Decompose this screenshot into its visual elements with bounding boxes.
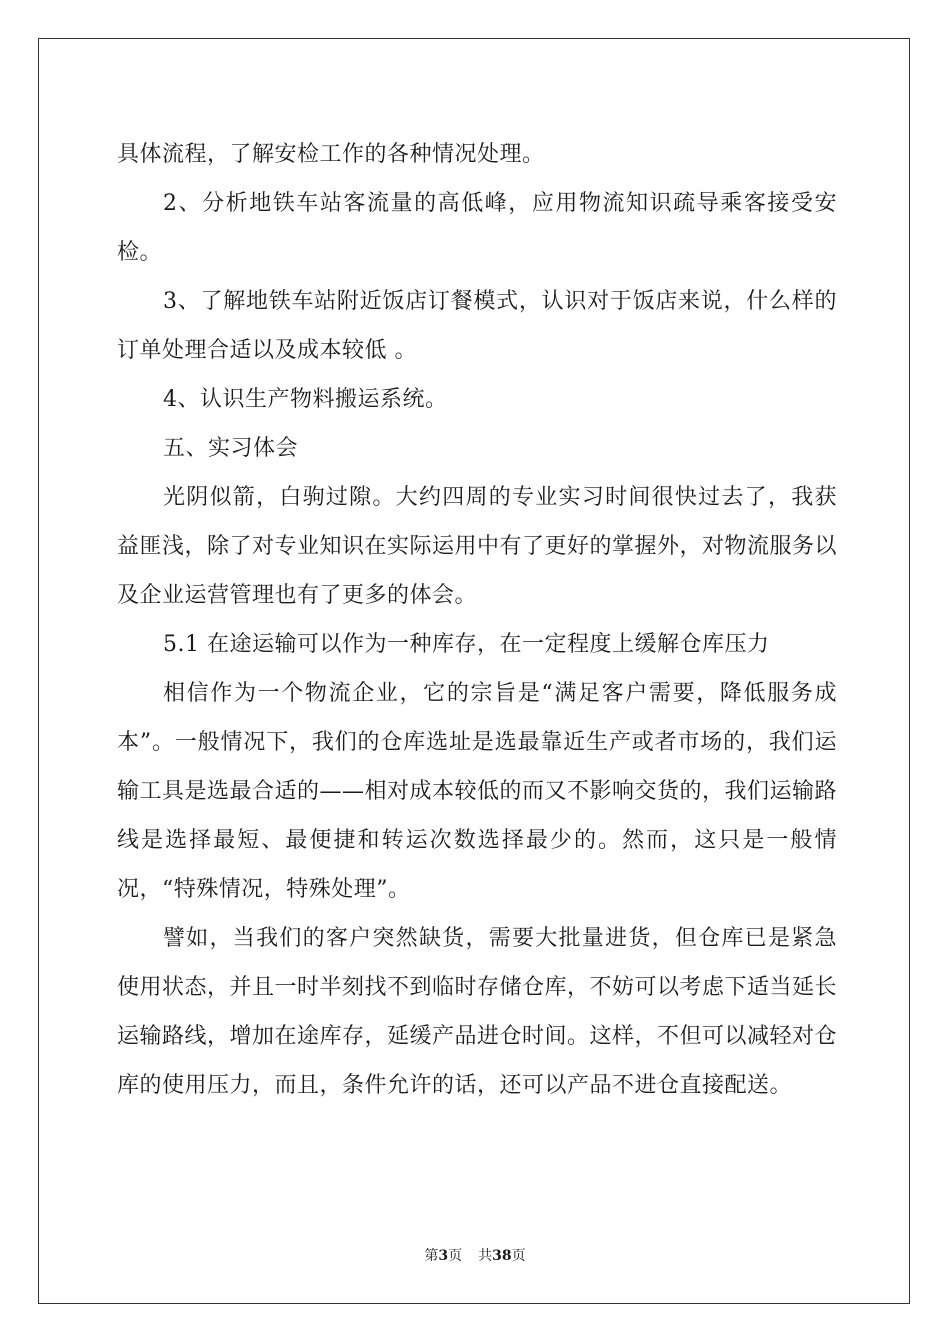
- total-unit: 页: [511, 1248, 526, 1264]
- paragraph-8: 相信作为一个物流企业，它的宗旨是“满足客户需要，降低服务成本”。一般情况下，我们的仓库选址是选最靠近生产或者市场的，我们运输工具是选最合适的——相对成本较低的而又不影响交货的，我们运输路线是选择最短、最便捷和转运次数选择最少的。然而，这只是一般情况，“特殊情况，特殊处理”。: [117, 681, 838, 902]
- paragraph-1: 具体流程，了解安检工作的各种情况处理。: [117, 142, 545, 167]
- subsection-heading: 5.1 在途运输可以作为一种库存，在一定程度上缓解仓库压力: [163, 632, 770, 657]
- paragraph-3: 3、了解地铁车站附近饭店订餐模式，认识对于饭店来说，什么样的订单处理合适以及成本较低 。: [117, 289, 837, 363]
- page-footer: [0, 1246, 950, 1266]
- page-prefix: 第: [424, 1248, 439, 1264]
- current-page-number: 3: [438, 1248, 449, 1264]
- total-page-number: 38: [492, 1248, 512, 1264]
- paragraph-2: 2、分析地铁车站客流量的高低峰，应用物流知识疏导乘客接受安检。: [117, 191, 837, 265]
- document-body: [117, 130, 837, 1110]
- paragraph-9: 譬如，当我们的客户突然缺货，需要大批量进货，但仓库已是紧急使用状态，并且一时半刻找不到临时存储仓库，不妨可以考虑下适当延长运输路线，增加在途库存，延缓产品进仓时间。这样，不但可以减轻对仓库的使用压力，而且，条件允许的话，还可以产品不进仓直接配送。: [117, 926, 838, 1098]
- paragraph-4: 4、认识生产物料搬运系统。: [163, 387, 448, 412]
- paragraph-6: 光阴似箭，白驹过隙。大约四周的专业实习时间很快过去了，我获益匪浅，除了对专业知识在实际运用中有了更好的掌握外，对物流服务以及企业运营管理也有了更多的体会。: [117, 485, 838, 608]
- total-prefix: 共: [478, 1248, 493, 1264]
- page-unit: 页: [448, 1248, 463, 1264]
- section-heading: 五、实习体会: [163, 436, 299, 461]
